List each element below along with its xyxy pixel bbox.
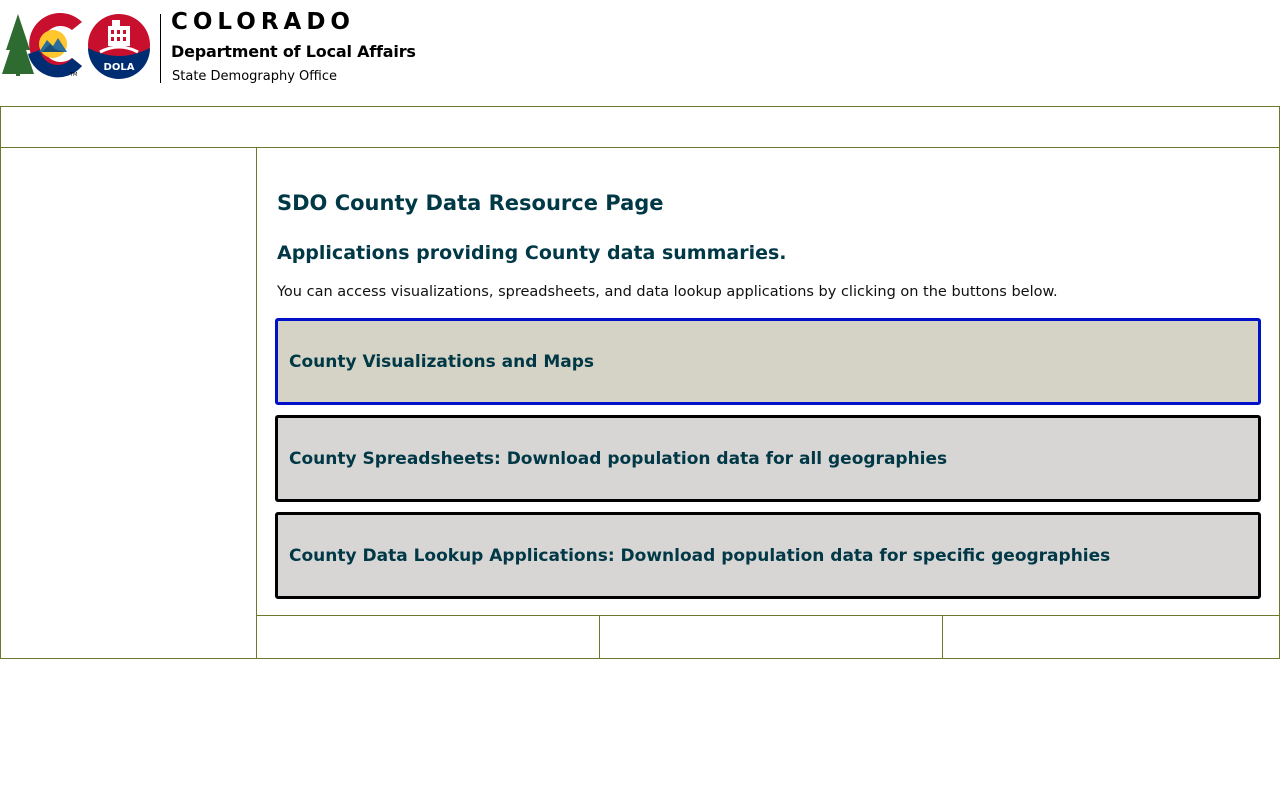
colorado-dola-logo[interactable] bbox=[0, 8, 156, 84]
top-nav-bar bbox=[1, 107, 1280, 148]
button-label: County Data Lookup Applications: Download population data for specific geographies bbox=[289, 545, 1111, 566]
office-name: State Demography Office bbox=[172, 69, 337, 84]
page-layout-table bbox=[0, 106, 1280, 659]
county-data-lookup-button[interactable] bbox=[275, 512, 1261, 599]
page-title: SDO County Data Resource Page bbox=[277, 191, 664, 215]
svg-text:TM: TM bbox=[70, 72, 78, 78]
svg-text:DOLA: DOLA bbox=[103, 62, 135, 73]
main-content bbox=[257, 148, 1280, 616]
county-spreadsheets-button[interactable] bbox=[275, 415, 1261, 502]
footer-cell-right bbox=[943, 616, 1280, 659]
button-label: County Spreadsheets: Download population data for all geographies bbox=[289, 448, 948, 469]
section-title: Applications providing County data summaries. bbox=[277, 242, 787, 264]
dola-badge-icon bbox=[88, 14, 150, 79]
footer-cell-center bbox=[600, 616, 943, 659]
site-header bbox=[0, 0, 1280, 100]
colorado-c-icon bbox=[28, 13, 82, 78]
left-sidebar bbox=[1, 148, 257, 659]
county-visualizations-button[interactable] bbox=[275, 318, 1261, 405]
footer-cell-left bbox=[257, 616, 600, 659]
brand-divider bbox=[160, 14, 161, 83]
button-label: County Visualizations and Maps bbox=[289, 351, 594, 372]
department-name: Department of Local Affairs bbox=[171, 42, 416, 61]
intro-text: You can access visualizations, spreadsheets, and data lookup applications by clicking on the buttons below. bbox=[277, 284, 1058, 300]
brand-name: COLORADO bbox=[171, 9, 355, 35]
